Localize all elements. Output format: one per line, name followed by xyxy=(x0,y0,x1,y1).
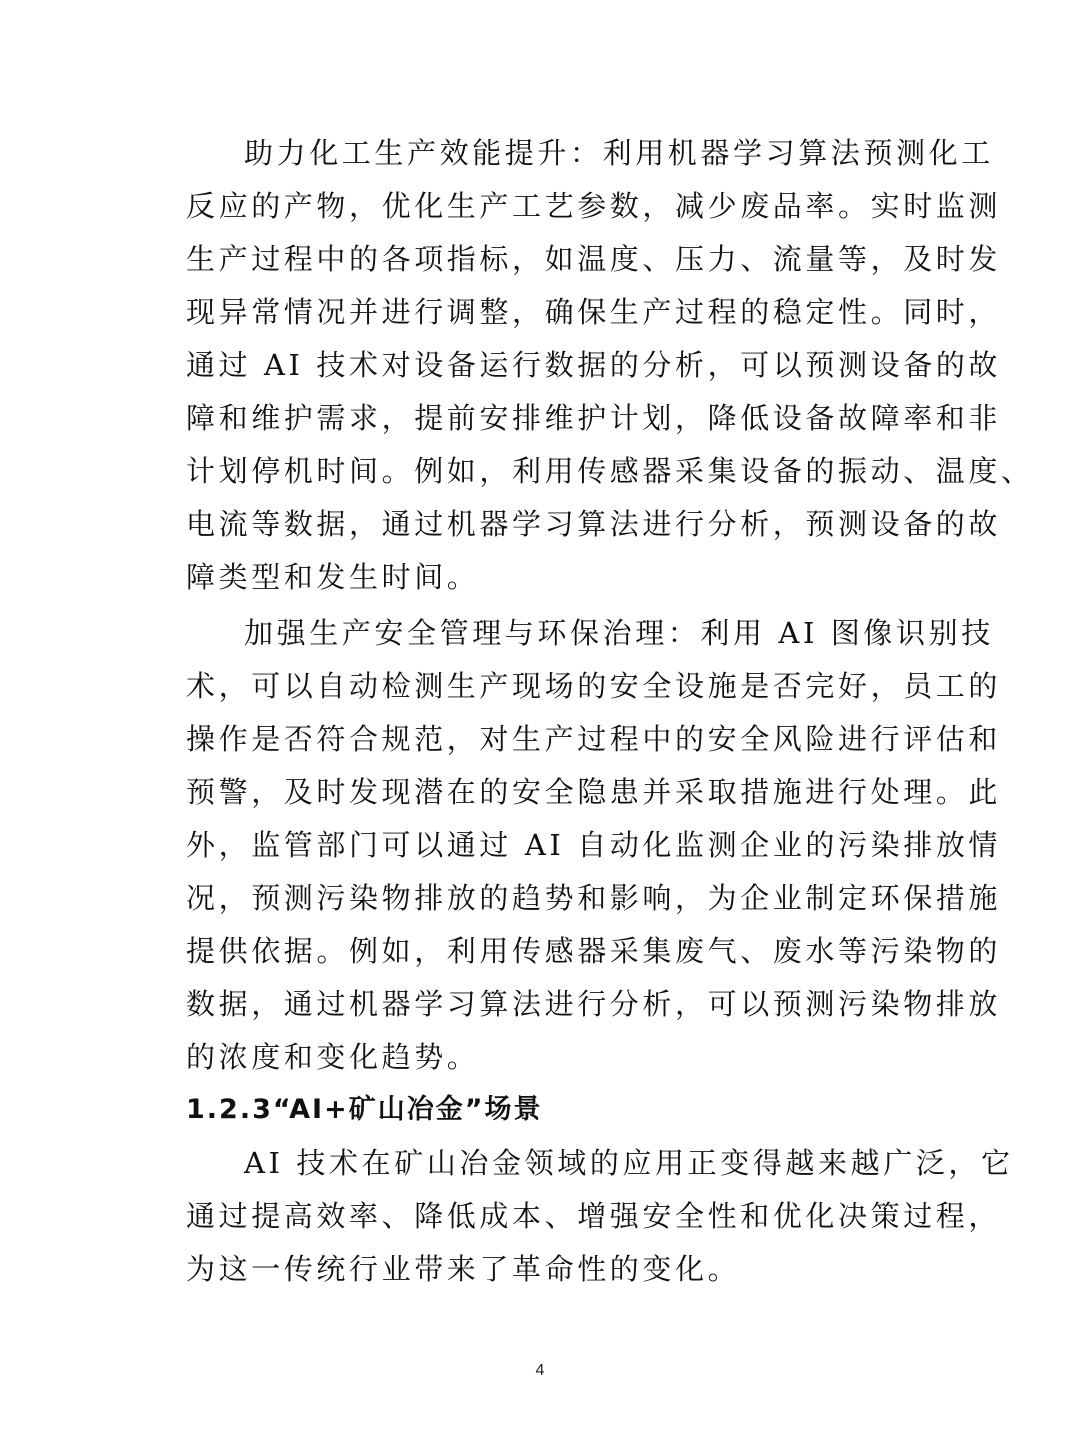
paragraph-1-line-1: 助力化工生产效能提升：利用机器学习算法预测化工 xyxy=(244,136,994,170)
paragraph-2-line-7: 提供依据。例如，利用传感器采集废气、废水等污染物的 xyxy=(186,934,1002,968)
paragraph-2-line-8: 数据，通过机器学习算法进行分析，可以预测污染物排放 xyxy=(186,987,1002,1021)
page-number: 4 xyxy=(535,1362,545,1379)
paragraph-1-line-2: 反应的产物，优化生产工艺参数，减少废品率。实时监测 xyxy=(186,189,1002,223)
paragraph-1-line-8: 电流等数据，通过机器学习算法进行分析，预测设备的故 xyxy=(186,507,1002,541)
paragraph-2-line-3: 操作是否符合规范，对生产过程中的安全风险进行评估和 xyxy=(186,722,1002,756)
paragraph-1-line-5: 通过 AI 技术对设备运行数据的分析，可以预测设备的故 xyxy=(186,348,1002,382)
paragraph-1-line-9: 障类型和发生时间。 xyxy=(186,560,480,594)
paragraph-1-line-3: 生产过程中的各项指标，如温度、压力、流量等，及时发 xyxy=(186,242,1002,276)
intro-line-3: 为这一传统行业带来了革命性的变化。 xyxy=(186,1252,741,1286)
paragraph-2-line-9: 的浓度和变化趋势。 xyxy=(186,1040,480,1074)
paragraph-1-line-6: 障和维护需求，提前安排维护计划，降低设备故障率和非 xyxy=(186,401,1002,435)
paragraph-2-line-2: 术，可以自动检测生产现场的安全设施是否完好，员工的 xyxy=(186,669,1002,703)
paragraph-2-line-4: 预警，及时发现潜在的安全隐患并采取措施进行处理。此 xyxy=(186,775,1002,809)
paragraph-2-line-1: 加强生产安全管理与环保治理：利用 AI 图像识别技 xyxy=(244,616,994,650)
section-heading: 1.2.3“AI+矿山冶金”场景 xyxy=(186,1094,543,1125)
paragraph-2-line-6: 况，预测污染物排放的趋势和影响，为企业制定环保措施 xyxy=(186,881,1002,915)
paragraph-2-line-5: 外，监管部门可以通过 AI 自动化监测企业的污染排放情 xyxy=(186,828,1002,862)
intro-line-2: 通过提高效率、降低成本、增强安全性和优化决策过程， xyxy=(186,1199,1002,1233)
paragraph-1-line-7: 计划停机时间。例如，利用传感器采集设备的振动、温度、 xyxy=(186,454,1034,488)
paragraph-1-line-4: 现异常情况并进行调整，确保生产过程的稳定性。同时， xyxy=(186,295,1002,329)
intro-line-1: AI 技术在矿山冶金领域的应用正变得越来越广泛，它 xyxy=(244,1146,1014,1180)
